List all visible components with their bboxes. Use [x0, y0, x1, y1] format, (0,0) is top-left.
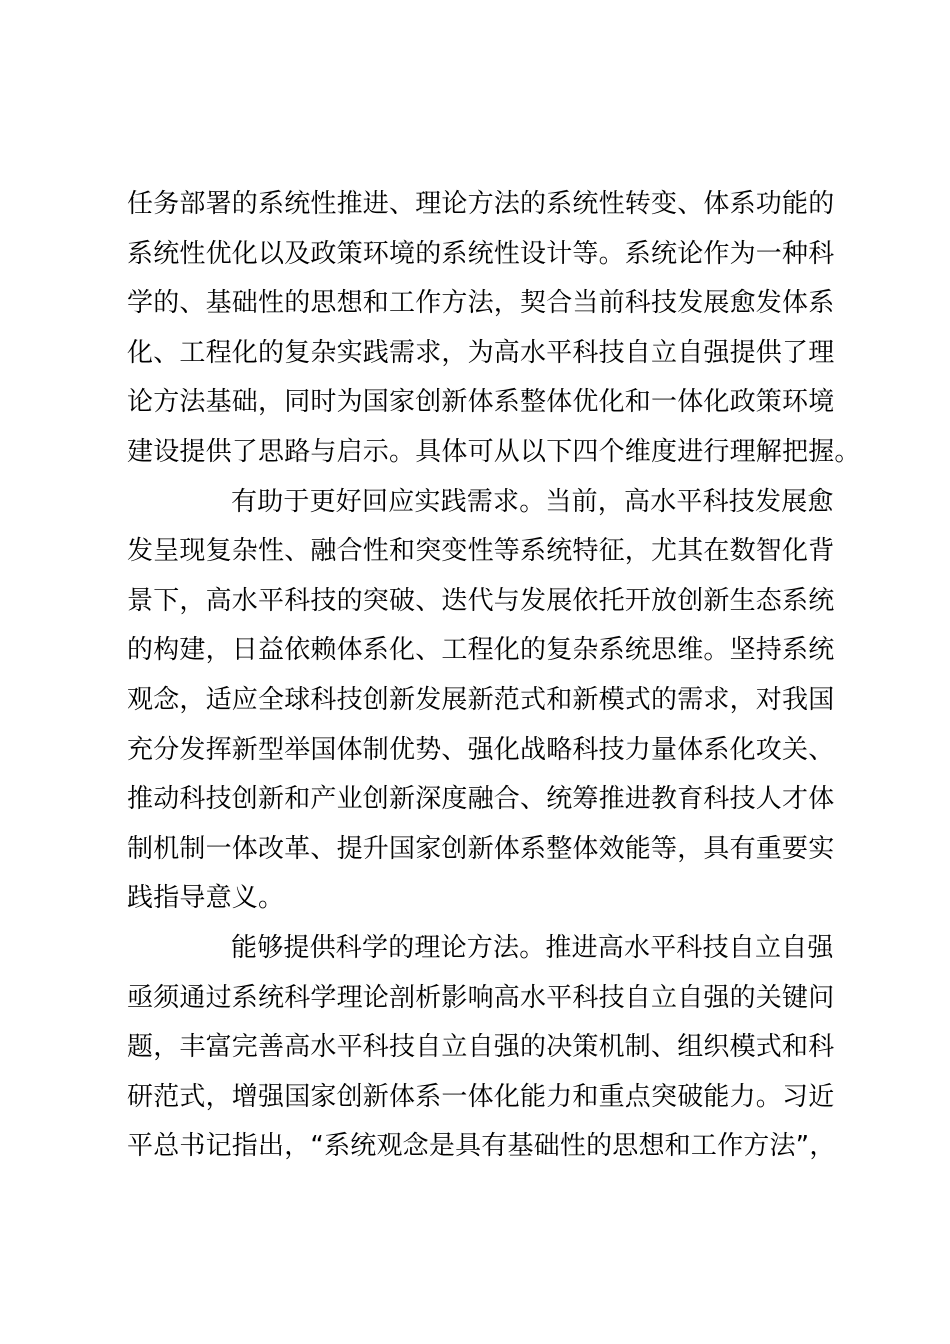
text-line: 能够提供科学的理论方法。推进高水平科技自立自强: [231, 932, 834, 963]
body-text: [127, 180, 861, 1172]
text-line: 推动科技创新和产业创新深度融合、统筹推进教育科技人才体: [127, 784, 835, 815]
text-line: 建设提供了思路与启示。具体可从以下四个维度进行理解把握。: [127, 436, 861, 467]
text-line: 观念，适应全球科技创新发展新范式和新模式的需求，对我国: [127, 684, 835, 715]
text-line: 充分发挥新型举国体制优势、强化战略科技力量体系化攻关、: [127, 734, 835, 765]
text-line: 系统性优化以及政策环境的系统性设计等。系统论作为一种科: [127, 238, 835, 269]
text-line: 亟须通过系统科学理论剖析影响高水平科技自立自强的关键问: [127, 982, 835, 1013]
text-line: 发呈现复杂性、融合性和突变性等系统特征，尤其在数智化背: [127, 536, 835, 567]
text-line: 论方法基础，同时为国家创新体系整体优化和一体化政策环境: [127, 387, 835, 418]
text-line: 研范式，增强国家创新体系一体化能力和重点突破能力。习近: [127, 1081, 835, 1112]
text-line: 题，丰富完善高水平科技自立自强的决策机制、组织模式和科: [127, 1032, 835, 1063]
text-line: 践指导意义。: [127, 883, 285, 914]
text-line: 学的、基础性的思想和工作方法，契合当前科技发展愈发体系: [127, 288, 835, 319]
text-line: 化、工程化的复杂实践需求，为高水平科技自立自强提供了理: [127, 337, 835, 368]
paragraph-2: [127, 478, 833, 924]
text-line: 景下，高水平科技的突破、迭代与发展依托开放创新生态系统: [127, 585, 835, 616]
text-line: 的构建，日益依赖体系化、工程化的复杂系统思维。坚持系统: [127, 635, 835, 666]
text-line: 平总书记指出，“系统观念是具有基础性的思想和工作方法”，: [127, 1131, 836, 1162]
paragraph-1: [127, 180, 861, 478]
text-line: 制机制一体改革、提升国家创新体系整体效能等，具有重要实: [127, 833, 835, 864]
text-line: 有助于更好回应实践需求。当前，高水平科技发展愈: [231, 486, 834, 517]
text-line: 任务部署的系统性推进、理论方法的系统性转变、体系功能的: [127, 189, 835, 219]
paragraph-3: [127, 924, 836, 1172]
